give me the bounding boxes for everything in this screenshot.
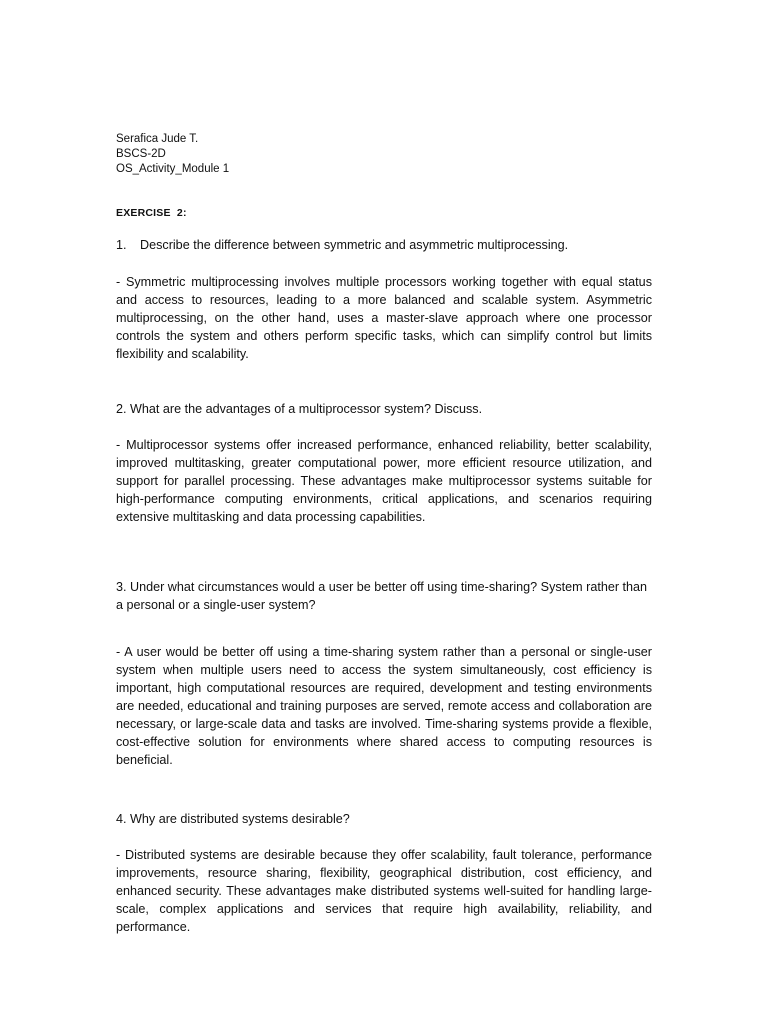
- question-3: 3. Under what circumstances would a user be better off using time-sharing? System rather than a personal or a single-user system?: [116, 580, 648, 612]
- exercise-title: EXERCISE 2:: [116, 207, 187, 219]
- answer-2: - Multiprocessor systems offer increased performance, enhanced reliability, better scalability, improved multitasking, greater computational power, more efficient resource utilization, and support for parallel processing. These advantages make multiprocessor systems suitable for high-performance computing environments, critical applications, and scenarios requiring extensive multitasking and data processing capabilities.: [116, 438, 652, 524]
- question-4: 4. Why are distributed systems desirable?: [116, 812, 350, 826]
- question-block-4: [116, 810, 652, 936]
- activity-name: OS_Activity_Module 1: [116, 163, 230, 175]
- answer-3: - A user would be better off using a time-sharing system rather than a personal or single-user system when multiple users need to access the system simultaneously, cost efficiency is important, high computational resources are required, development and testing environments are needed, educational and training purposes are served, remote access and collaboration are necessary, or large-scale data and tasks are involved. Time-sharing systems provide a flexible, cost-effective solution for environments where shared access to computing resources is beneficial.: [116, 645, 652, 767]
- student-header: [116, 132, 229, 177]
- question-block-3: [116, 578, 652, 769]
- question-1-number: 1.: [116, 238, 127, 252]
- answer-1: - Symmetric multiprocessing involves multiple processors working together with equal status and access to resources, leading to a more balanced and scalable system. Asymmetric multiprocessing, on the other hand, uses a master-slave approach where one processor controls the system and others perform specific tasks, which can simplify control but limits flexibility and scalability.: [116, 275, 652, 361]
- answer-4: - Distributed systems are desirable because they offer scalability, fault tolerance, performance improvements, resource sharing, flexibility, geographical distribution, cost efficiency, and enhanced security. These advantages make distributed systems well-suited for handling large-scale, complex applications and services that require high availability, reliability, and performance.: [116, 848, 652, 934]
- student-name: Serafica Jude T.: [116, 133, 199, 145]
- question-block-2: [116, 400, 652, 526]
- question-1: [116, 236, 652, 254]
- student-section: BSCS-2D: [116, 148, 166, 160]
- question-2: 2. What are the advantages of a multiprocessor system? Discuss.: [116, 402, 483, 416]
- question-block-1: [116, 236, 652, 363]
- question-1-text: Describe the difference between symmetric and asymmetric multiprocessing.: [140, 238, 569, 252]
